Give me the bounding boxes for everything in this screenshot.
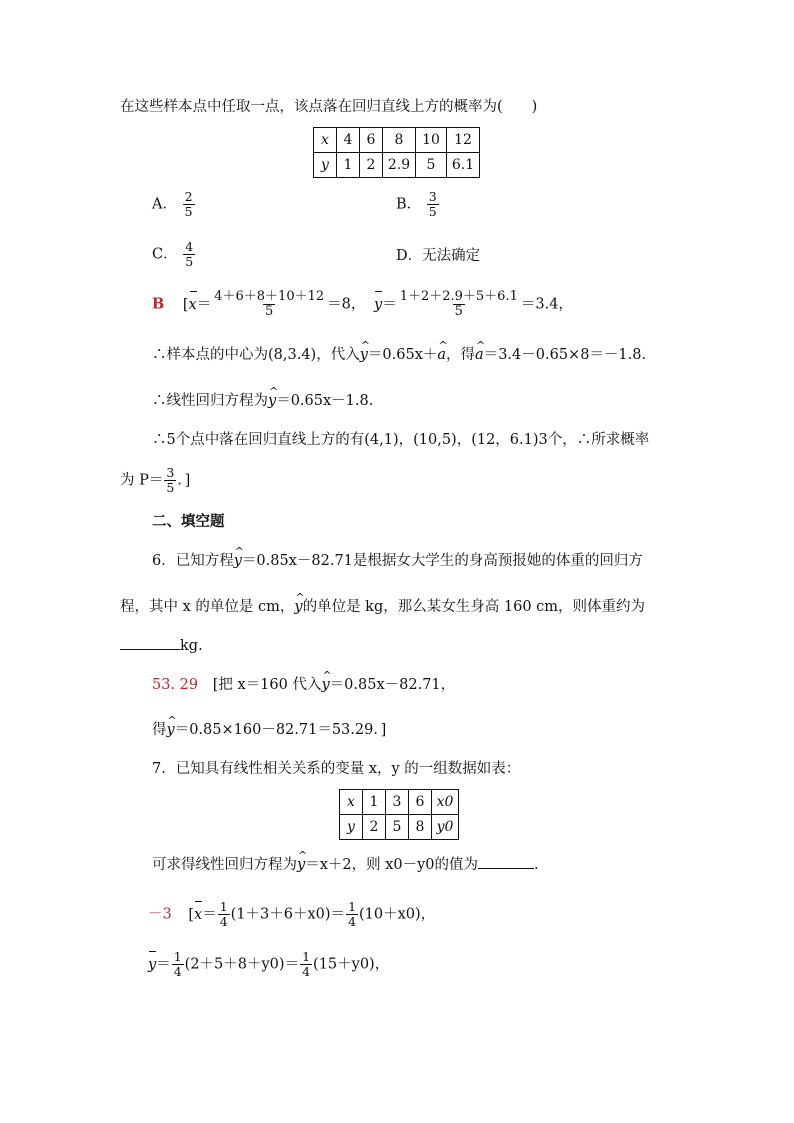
y-hat: ^ y — [167, 721, 175, 739]
option-label: C． — [152, 246, 178, 263]
y-hat: ^ y — [321, 676, 329, 694]
fraction: $\frac{2}{5}$ — [184, 189, 193, 219]
table-cell: x — [314, 128, 337, 153]
q6-stem-line3: kg. — [120, 637, 203, 655]
table-row — [314, 128, 480, 153]
q5-solution-equation: ∴线性回归方程为^ y＝0.65x－1.8. — [152, 392, 373, 410]
table-cell: 10 — [416, 128, 447, 153]
y-hat: ^ y — [360, 346, 368, 364]
q5-data-table — [313, 127, 480, 178]
option-label: D． — [396, 248, 423, 264]
fraction: $\frac{1}{4}$ — [173, 949, 182, 979]
option-label: A． — [152, 196, 177, 213]
q5-solution-center: ∴样本点的中心为(8,3.4)，代入^ y＝0.65x＋^ a，得^ a＝3.4－0.65×8＝－1.8. — [152, 346, 646, 364]
fraction: $\frac{1}{4}$ — [302, 949, 311, 979]
q5-stem: 在这些样本点中任取一点，该点落在回归直线上方的概率为( ) — [120, 99, 538, 115]
table-cell: x — [340, 790, 363, 815]
table-cell: 1 — [363, 790, 386, 815]
y-hat: ^ y — [234, 552, 242, 570]
answer-label: －3 — [148, 906, 172, 923]
q7-stem: 7．已知具有线性相关关系的变量 x，y 的一组数据如表： — [152, 761, 521, 777]
fraction: $\frac{3}{5}$ — [166, 465, 175, 495]
option-a — [152, 190, 196, 219]
a-hat: ^ a — [437, 346, 446, 364]
answer-blank — [478, 868, 534, 869]
answer-blank — [120, 649, 180, 650]
option-b — [396, 190, 440, 219]
q5-solution-means: B [x＝ $\frac{4+6+8+10+12}{5}$ ＝8， y＝ $\frac{1+2+2.9+5+6.1}{5}$ ＝3.4， — [152, 289, 573, 319]
table-row — [314, 153, 480, 178]
q6-stem-line1: 6．已知方程^ y＝0.85x－82.71是根据女大学生的身高预报她的体重的回归方 — [152, 552, 643, 570]
table-cell: 12 — [447, 128, 480, 153]
q6-solution-line2: 得^ y＝0.85×160－82.71＝53.29．] — [152, 721, 386, 739]
option-d: D．无法确定 — [396, 248, 481, 264]
option-label: B． — [396, 196, 422, 213]
table-cell: y — [314, 153, 337, 178]
table-cell: 5 — [416, 153, 447, 178]
y-hat: ^ y — [268, 392, 276, 410]
table-cell: 6 — [409, 790, 432, 815]
table-cell: 8 — [383, 128, 416, 153]
table-cell: 5 — [386, 815, 409, 840]
answer-label: B — [152, 295, 165, 313]
q6-stem-line2: 程，其中 x 的单位是 cm，^ y的单位是 kg，那么某女生身高 160 cm，则体重约为 — [120, 598, 645, 616]
table-cell: 2 — [360, 153, 383, 178]
table-cell: y0 — [432, 815, 459, 840]
q7-solution-line1: －3 [x＝ $\frac{1}{4}$ (1＋3＋6＋x0)＝ $\frac{1}{4}$ (10＋x0)， — [148, 899, 436, 929]
q5-solution-probability: 为 P＝ $\frac{3}{5}$ ．] — [120, 465, 191, 495]
fraction: $\frac{4}{5}$ — [185, 239, 194, 269]
fraction: $\frac{1}{4}$ — [348, 899, 357, 929]
fraction: $\frac{1+2+2.9+5+6.1}{5}$ — [399, 289, 518, 319]
q7-data-table — [339, 789, 459, 840]
table-cell: 4 — [337, 128, 360, 153]
table-row — [340, 790, 459, 815]
option-c — [152, 240, 196, 269]
table-cell: 6.1 — [447, 153, 480, 178]
fraction: $\frac{3}{5}$ — [428, 189, 437, 219]
fraction: $\frac{4+6+8+10+12}{5}$ — [214, 289, 325, 319]
table-cell: 2 — [363, 815, 386, 840]
fraction: $\frac{1}{4}$ — [219, 899, 228, 929]
q7-solution-line2: y＝ $\frac{1}{4}$ (2＋5＋8＋y0)＝ $\frac{1}{4}$ (15＋y0)， — [148, 949, 390, 979]
answer-label: 53. 29 — [152, 677, 199, 693]
q5-solution-count: ∴5个点中落在回归直线上方的有(4,1)，(10,5)，(12，6.1)3个，∴所求概率 — [152, 432, 650, 448]
y-hat: ^ y — [297, 856, 305, 874]
table-row — [340, 815, 459, 840]
q6-solution-line1: 53. 29 [把 x＝160 代入^ y＝0.85x－82.71， — [152, 676, 455, 694]
table-cell: 3 — [386, 790, 409, 815]
table-cell: 6 — [360, 128, 383, 153]
a-hat: ^ a — [475, 346, 484, 364]
table-cell: x0 — [432, 790, 459, 815]
y-hat: ^ y — [294, 598, 302, 616]
q7-stem-line2: 可求得线性回归方程为^ y＝x＋2，则 x0－y0的值为 . — [152, 856, 539, 874]
table-cell: 8 — [409, 815, 432, 840]
table-cell: y — [340, 815, 363, 840]
section-heading: 二、填空题 — [152, 514, 225, 530]
table-cell: 2.9 — [383, 153, 416, 178]
table-cell: 1 — [337, 153, 360, 178]
